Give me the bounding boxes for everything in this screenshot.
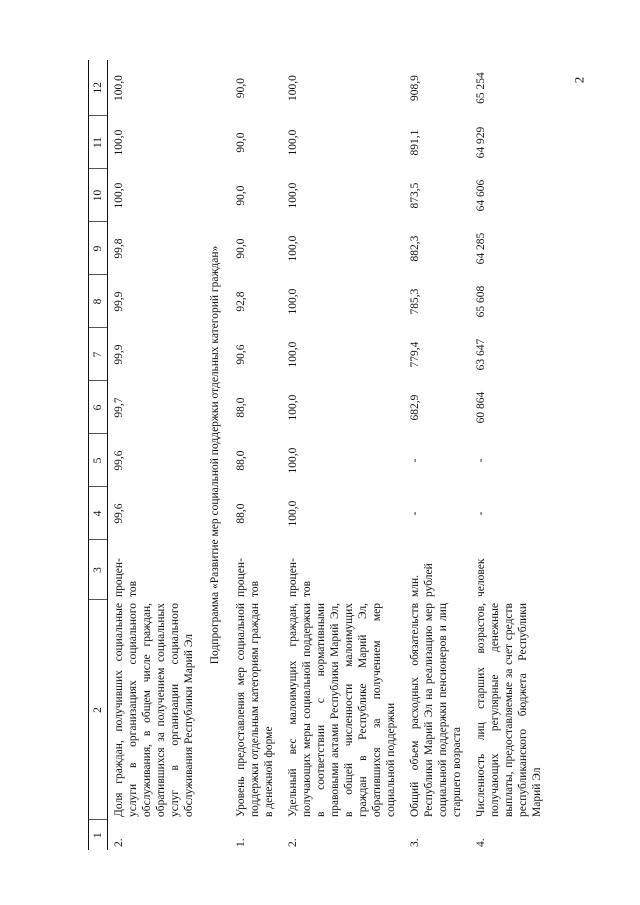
indicator-value: 779,4 — [409, 341, 421, 368]
column-number-3: 3 — [89, 540, 108, 600]
subprogram-title: Подпрограмма «Развитие мер социальной поддержки отдельных категорий граждан» — [209, 245, 221, 665]
unit-of-measure: млн. рублей — [409, 563, 435, 597]
indicator-description: Численность лиц старших возрастов, получающих регулярные денежные выплаты, предоставляемые за счет средств республиканского бюджета Республики Марий Эл — [475, 603, 543, 817]
table-row — [470, 60, 550, 850]
indicator-value: 88,0 — [235, 503, 247, 524]
indicator-value: 64 929 — [475, 126, 487, 159]
row-number: 4. — [475, 838, 487, 847]
indicator-value: 100,0 — [287, 341, 299, 368]
indicator-value: 99,7 — [113, 397, 125, 418]
column-number-1: 1 — [89, 820, 108, 850]
indicators-table — [88, 60, 550, 850]
indicator-value: 90,0 — [235, 132, 247, 153]
indicator-value: 90,0 — [235, 185, 247, 206]
indicator-value: 88,0 — [235, 450, 247, 471]
unit-of-measure: процен-тов — [287, 558, 313, 597]
indicator-value: 100,0 — [113, 182, 125, 209]
indicator-value: 99,6 — [113, 503, 125, 524]
indicator-value: 100,0 — [287, 235, 299, 262]
indicator-description: Доля граждан, получивших социальные услуги в организациях социального обслуживания, в общем числе граждан, обратившихся за получением социальных услуг в организации социального обслуживания Республики Марий Эл — [113, 603, 195, 817]
indicator-value: 908,9 — [409, 75, 421, 101]
indicator-value: 99,8 — [113, 238, 125, 259]
indicator-value: 99,9 — [113, 291, 125, 312]
indicator-value: 65 608 — [475, 285, 487, 318]
indicator-value: 100,0 — [287, 129, 299, 156]
unit-of-measure: человек — [475, 558, 487, 597]
indicators-table-container — [88, 60, 578, 850]
column-number-5: 5 — [89, 434, 108, 487]
row-number: 2. — [287, 838, 299, 847]
rotated-page-wrapper — [88, 60, 578, 850]
indicator-value: 100,0 — [113, 75, 125, 101]
indicator-value: 64 606 — [475, 179, 487, 212]
indicator-description: Общий объем расходных обязательств Республики Марий Эл на реализацию мер социальной поддержки пенсионеров и лиц старшего возраста — [409, 603, 463, 817]
column-number-9: 9 — [89, 222, 108, 275]
row-number: 1. — [235, 838, 247, 847]
indicator-value: 100,0 — [287, 75, 299, 101]
indicator-value: 92,8 — [235, 291, 247, 312]
indicator-value: 99,9 — [113, 344, 125, 365]
column-number-10: 10 — [89, 169, 108, 222]
table-row — [282, 60, 404, 850]
column-number-2: 2 — [89, 600, 108, 820]
indicator-value: 100,0 — [113, 129, 125, 156]
row-number: 2. — [113, 838, 125, 847]
indicator-value: - — [475, 458, 487, 463]
indicator-value: 882,3 — [409, 235, 421, 262]
indicator-value: 90,6 — [235, 344, 247, 365]
indicator-value: 100,0 — [287, 182, 299, 209]
indicator-value: 90,0 — [235, 77, 247, 99]
indicator-value: 88,0 — [235, 397, 247, 418]
indicator-value: - — [409, 458, 421, 463]
indicator-value: 60 864 — [475, 391, 487, 424]
indicator-value: 785,3 — [409, 288, 421, 315]
indicator-value: 891,1 — [409, 129, 421, 156]
indicator-value: 63 647 — [475, 338, 487, 371]
column-number-12: 12 — [89, 60, 108, 116]
indicator-value: 64 285 — [475, 232, 487, 265]
column-number-4: 4 — [89, 487, 108, 540]
row-number: 3. — [409, 838, 421, 847]
column-number-8: 8 — [89, 275, 108, 328]
indicator-value: 100,0 — [287, 288, 299, 315]
table-row — [108, 60, 203, 850]
subprogram-row — [202, 60, 230, 850]
indicator-value: 100,0 — [287, 394, 299, 421]
indicator-value: 873,5 — [409, 182, 421, 209]
table-row — [404, 60, 470, 850]
indicator-value: - — [475, 511, 487, 516]
indicator-value: 100,0 — [287, 447, 299, 474]
unit-of-measure: процен-тов — [235, 558, 261, 597]
indicator-value: 682,9 — [409, 394, 421, 421]
indicator-value: - — [409, 511, 421, 516]
indicator-description: Уровень предоставления мер социальной поддержки отдельным категориям граждан в денежной форме — [235, 603, 275, 817]
page-number: 2 — [570, 76, 586, 84]
table-row — [230, 60, 282, 850]
column-number-header-row — [89, 60, 108, 850]
column-number-6: 6 — [89, 381, 108, 434]
column-number-11: 11 — [89, 116, 108, 169]
indicator-value: 99,6 — [113, 450, 125, 471]
unit-of-measure: процен-тов — [113, 558, 139, 597]
indicator-value: 65 254 — [475, 72, 487, 104]
indicator-description: Удельный вес малоимущих граждан, получающих меры социальной поддержки в соответствии с нормативными правовыми актами Республики Марий Эл, в общей численности малоимущих граждан в Республике Марий Эл, обратившихся за получением мер социальной поддержки — [287, 603, 397, 817]
column-number-7: 7 — [89, 328, 108, 381]
indicator-value: 100,0 — [287, 500, 299, 527]
indicator-value: 90,0 — [235, 238, 247, 259]
